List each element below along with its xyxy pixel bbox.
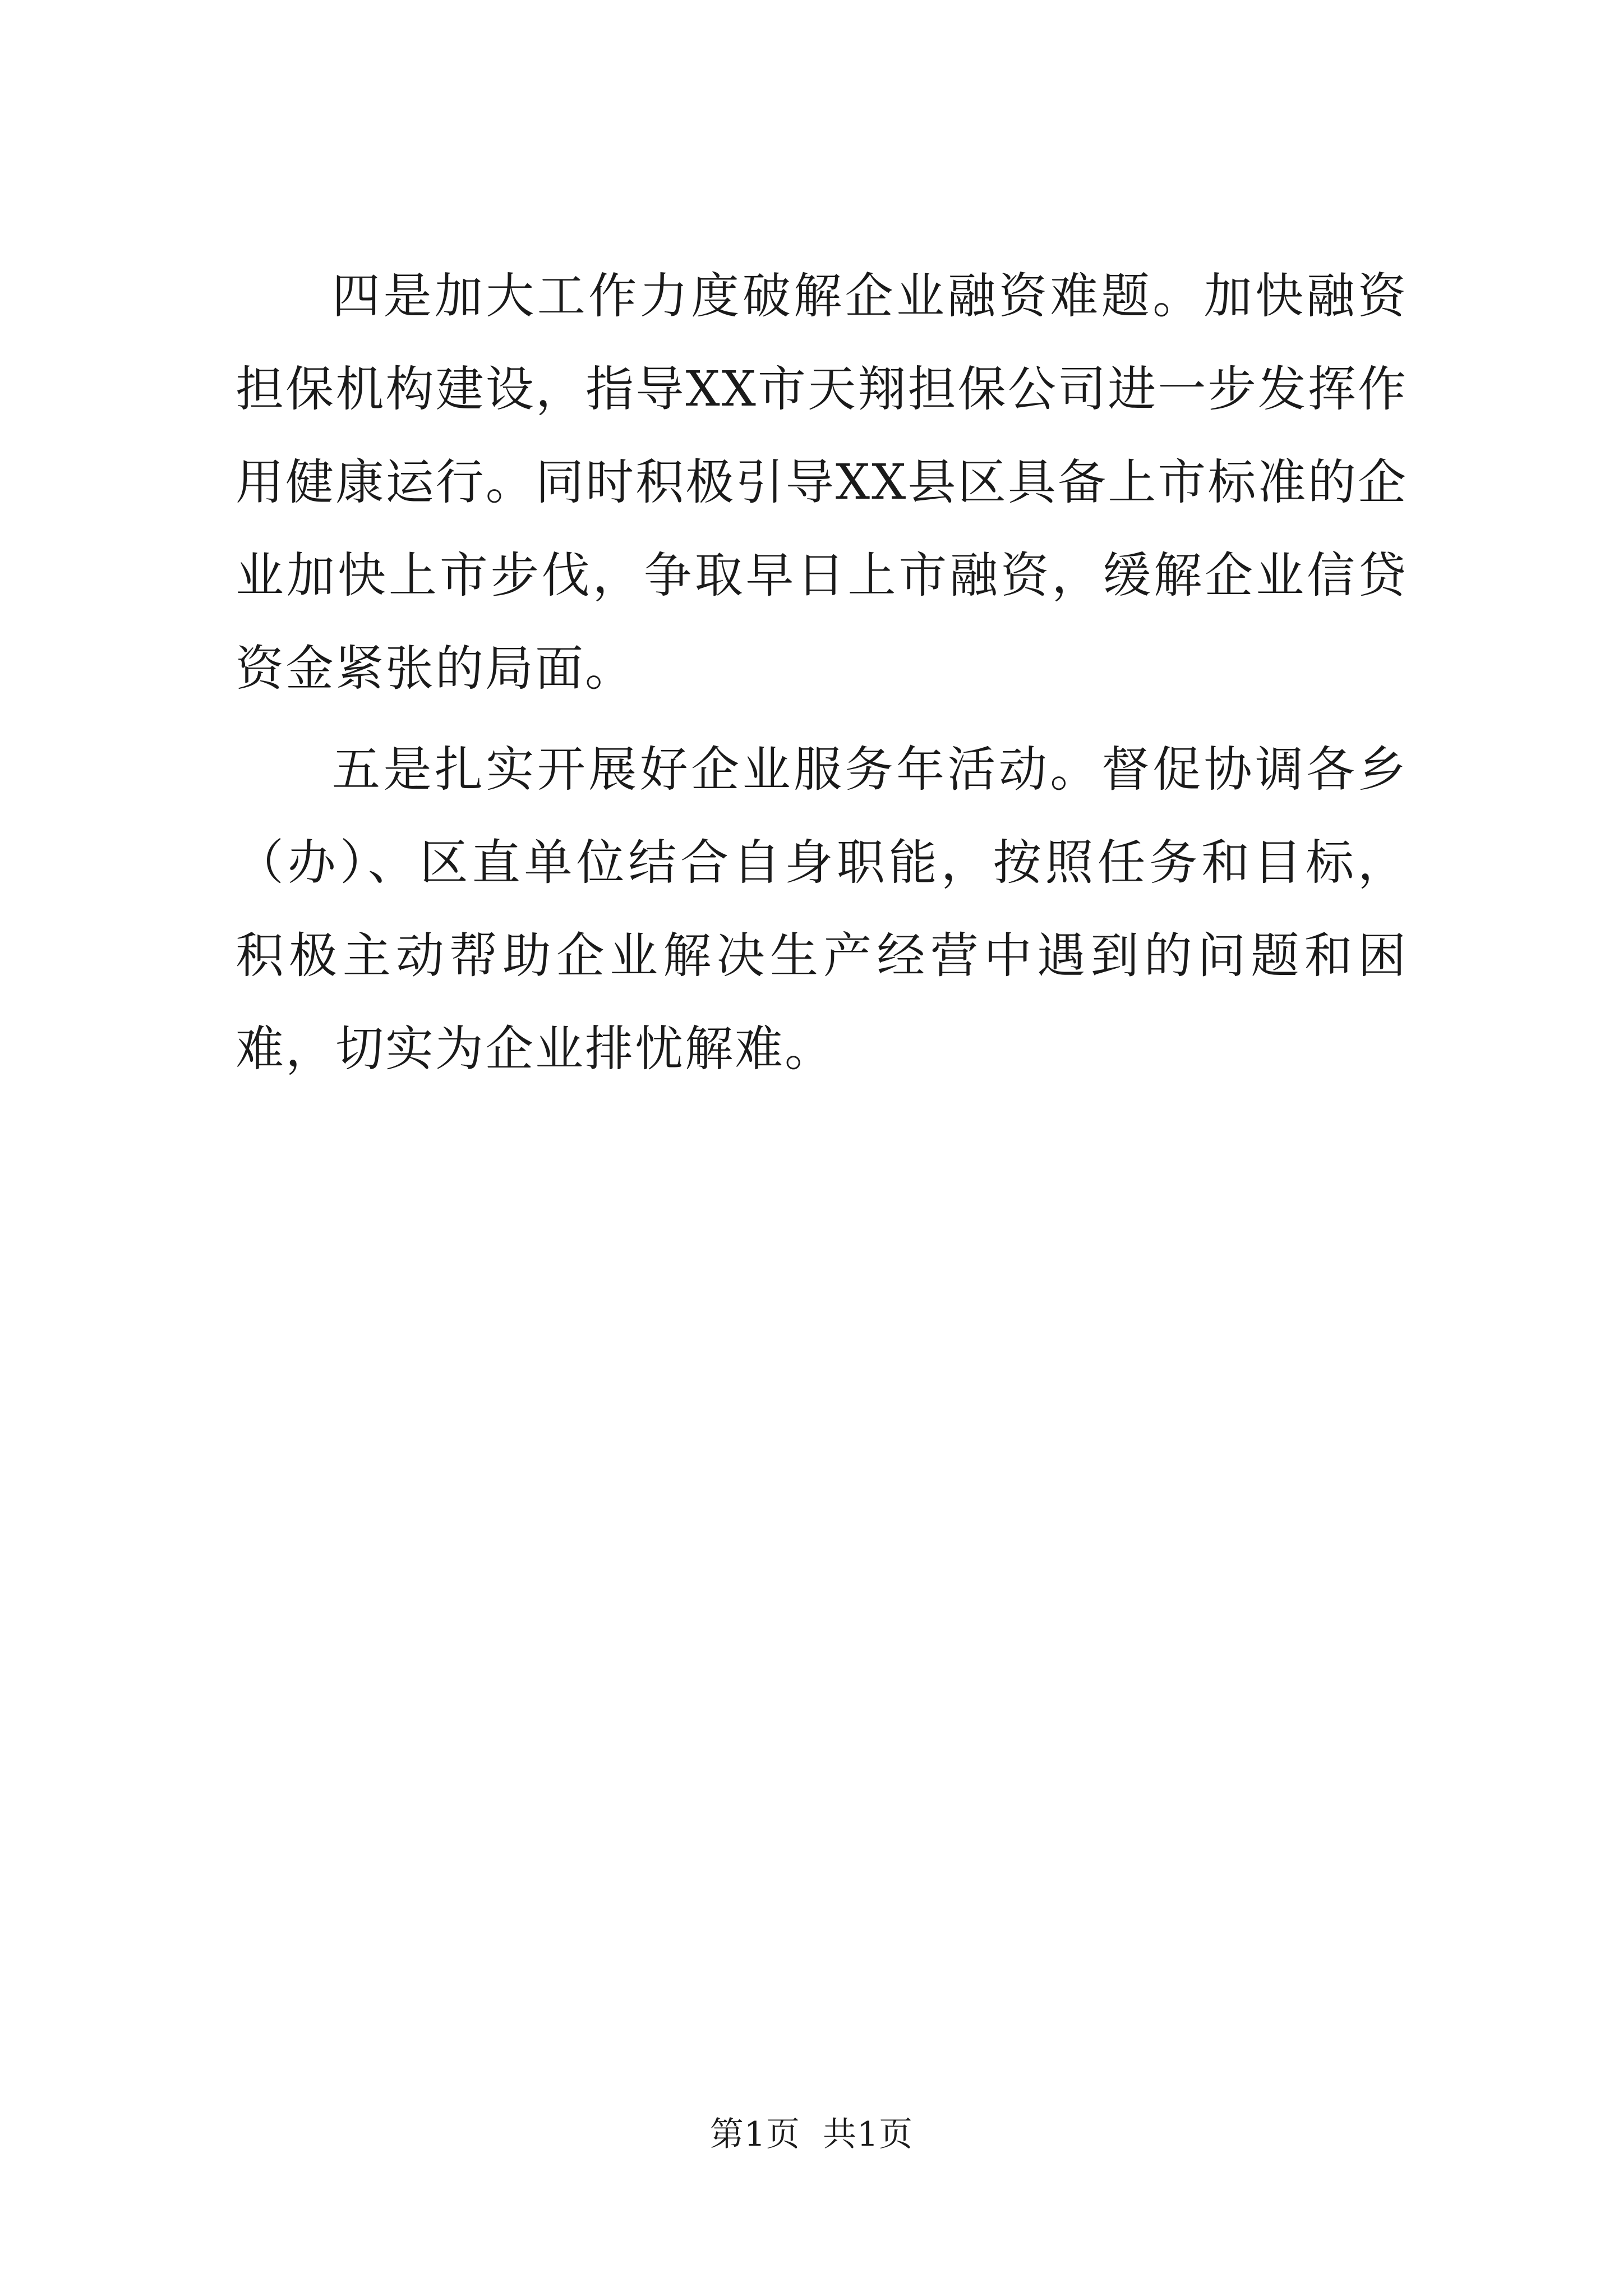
page-number: 第1页 [709, 2115, 800, 2154]
page-total: 共1页 [823, 2115, 914, 2154]
paragraph-service-year: 五是扎实开展好企业服务年活动。督促协调各乡（办）、区直单位结合自身职能，按照任务和目标，积极主动帮助企业解决生产经营中遇到的问题和困难，切实为企业排忧解难。 [236, 742, 1408, 1077]
page-footer [0, 2112, 1623, 2157]
paragraph-financing: 四是加大工作力度破解企业融资难题。加快融资担保机构建设，指导XX市天翔担保公司进一步发挥作用健康运行。同时积极引导XX县区具备上市标准的企业加快上市步伐，争取早日上市融资，缓解企业信贷资金紧张的局面。 [236, 268, 1408, 697]
document-body [236, 250, 1408, 1096]
